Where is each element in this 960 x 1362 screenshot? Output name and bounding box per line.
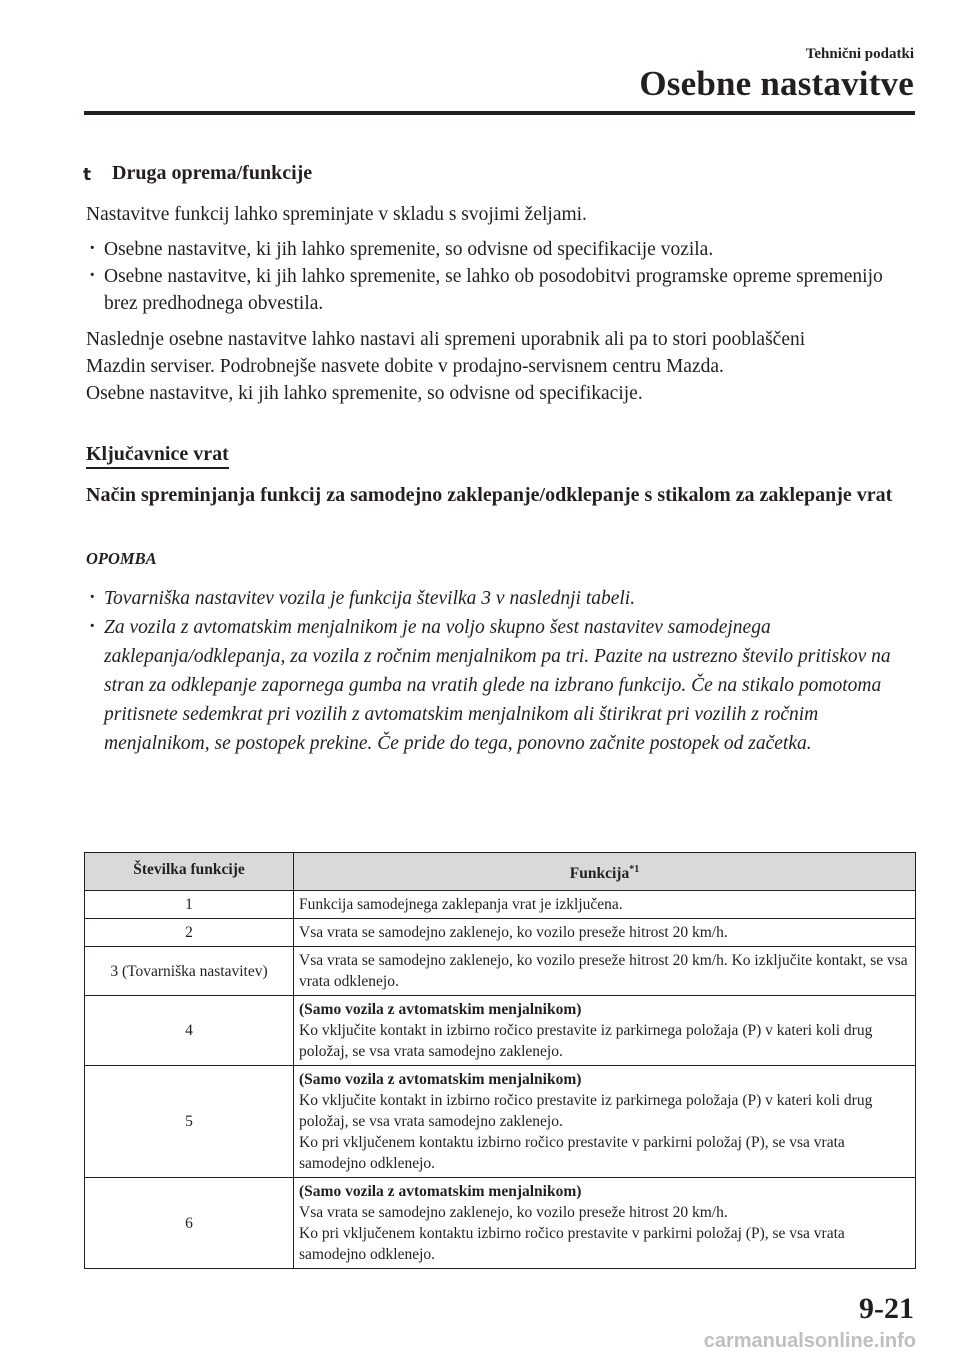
bullet-item: · Osebne nastavitve, ki jih lahko spremenite, so odvisne od specifikacije vozila. <box>86 236 916 263</box>
table-row <box>85 919 916 947</box>
function-number: 1 <box>85 891 294 919</box>
table-row <box>85 1066 916 1178</box>
table-row <box>85 996 916 1066</box>
function-number: 3 (Tovarniška nastavitev) <box>85 947 294 996</box>
table-header-row <box>85 853 916 891</box>
description-line: Vsa vrata se samodejno zaklenejo, ko vozilo preseže hitrost 20 km/h. <box>299 1204 728 1222</box>
paragraph-line: Mazdin serviser. Podrobnejše nasvete dobite v prodajno-servisnem centru Mazda. <box>86 356 724 377</box>
function-description <box>294 891 916 919</box>
bullet-item: · Osebne nastavitve, ki jih lahko spremenite, se lahko ob posodobitvi programske opreme spremenijo brez predhodnega obvestila. <box>86 263 916 317</box>
intro-text: Nastavitve funkcij lahko spreminjate v skladu s svojimi željami. <box>86 204 587 225</box>
description-line: Ko pri vključenem kontaktu izbirno ročico prestavite v parkirni položaj (P), se vsa vrata samodejno odklenejo. <box>299 1134 845 1173</box>
description-line: Funkcija samodejnega zaklepanja vrat je izključena. <box>299 896 623 914</box>
table-row <box>85 947 916 996</box>
col-header-function-text: Funkcija <box>569 865 630 883</box>
site-watermark: carmanualsonline.info <box>703 1330 916 1352</box>
section-marker-icon: t <box>83 165 92 185</box>
note-list <box>86 584 916 758</box>
note-item: · Za vozila z avtomatskim menjalnikom je na voljo skupno šest nastavitev samodejnega zaklepanja/odklepanja, za vozila z ročnim menjalnikom pa tri. Pazite na ustrezno število pritiskov na stran za odklepanje zapornega gumba na vratih glede na izbrano funkcijo. Če na stikalo pomotoma pritisnete sedemkrat pri vozilih z avtomatskim menjalnikom ali štirikrat pri vozilih z ročnim menjalnikom, se postopek prekine. Če pride do tega, ponovno začnite postopek od začetka. <box>86 613 916 758</box>
header-rule <box>84 111 915 115</box>
note-label: OPOMBA <box>86 549 157 568</box>
header-section-label: Tehnični podatki <box>805 46 914 62</box>
function-heading: Način spreminjanja funkcij za samodejno zaklepanje/odklepanje s stikalom za zaklepanje vrat <box>86 484 893 506</box>
function-number: 6 <box>85 1178 294 1269</box>
restriction-note: (Samo vozila z avtomatskim menjalnikom) <box>299 1071 582 1089</box>
description-line: Ko vključite kontakt in izbirno ročico prestavite iz parkirnega položaja (P) v kateri koli drug položaj, se vsa vrata samodejno zaklenejo. <box>299 1022 873 1061</box>
description-line: Vsa vrata se samodejno zaklenejo, ko vozilo preseže hitrost 20 km/h. Ko izključite kontakt, se vsa vrata odklenejo. <box>299 952 908 991</box>
col-header-function <box>294 853 916 891</box>
col-header-number: Številka funkcije <box>85 853 294 891</box>
restriction-note: (Samo vozila z avtomatskim menjalnikom) <box>299 1183 582 1201</box>
settings-paragraph <box>86 326 916 407</box>
function-table <box>84 852 916 1269</box>
description-line: Vsa vrata se samodejno zaklenejo, ko vozilo preseže hitrost 20 km/h. <box>299 924 728 942</box>
page-title: Osebne nastavitve <box>639 64 914 103</box>
description-line: Ko vključite kontakt in izbirno ročico prestavite iz parkirnega položaja (P) v kateri koli drug položaj, se vsa vrata samodejno zaklenejo. <box>299 1092 873 1131</box>
section-heading-text: Druga oprema/funkcije <box>112 162 313 184</box>
footnote-marker: *1 <box>629 864 640 875</box>
note-item: · Tovarniška nastavitev vozila je funkcija številka 3 v naslednji tabeli. <box>86 584 916 613</box>
table-row <box>85 1178 916 1269</box>
function-description <box>294 1178 916 1269</box>
function-description <box>294 1066 916 1178</box>
main-content <box>83 160 916 758</box>
paragraph-line: Naslednje osebne nastavitve lahko nastavi ali spremeni uporabnik ali pa to stori pooblaščeni <box>86 329 806 350</box>
paragraph-line: Osebne nastavitve, ki jih lahko spremenite, so odvisne od specifikacije. <box>86 383 643 404</box>
function-number: 2 <box>85 919 294 947</box>
function-number: 5 <box>85 1066 294 1178</box>
section-heading <box>83 160 916 187</box>
function-description <box>294 996 916 1066</box>
function-number: 4 <box>85 996 294 1066</box>
subsection-title: Ključavnice vrat <box>86 441 229 469</box>
function-description <box>294 919 916 947</box>
spec-bullets <box>86 236 916 317</box>
description-line: Ko pri vključenem kontaktu izbirno ročico prestavite v parkirni položaj (P), se vsa vrata samodejno odklenejo. <box>299 1225 845 1264</box>
page-number: 9-21 <box>859 1292 914 1325</box>
restriction-note: (Samo vozila z avtomatskim menjalnikom) <box>299 1001 582 1019</box>
function-description <box>294 947 916 996</box>
table-row <box>85 891 916 919</box>
